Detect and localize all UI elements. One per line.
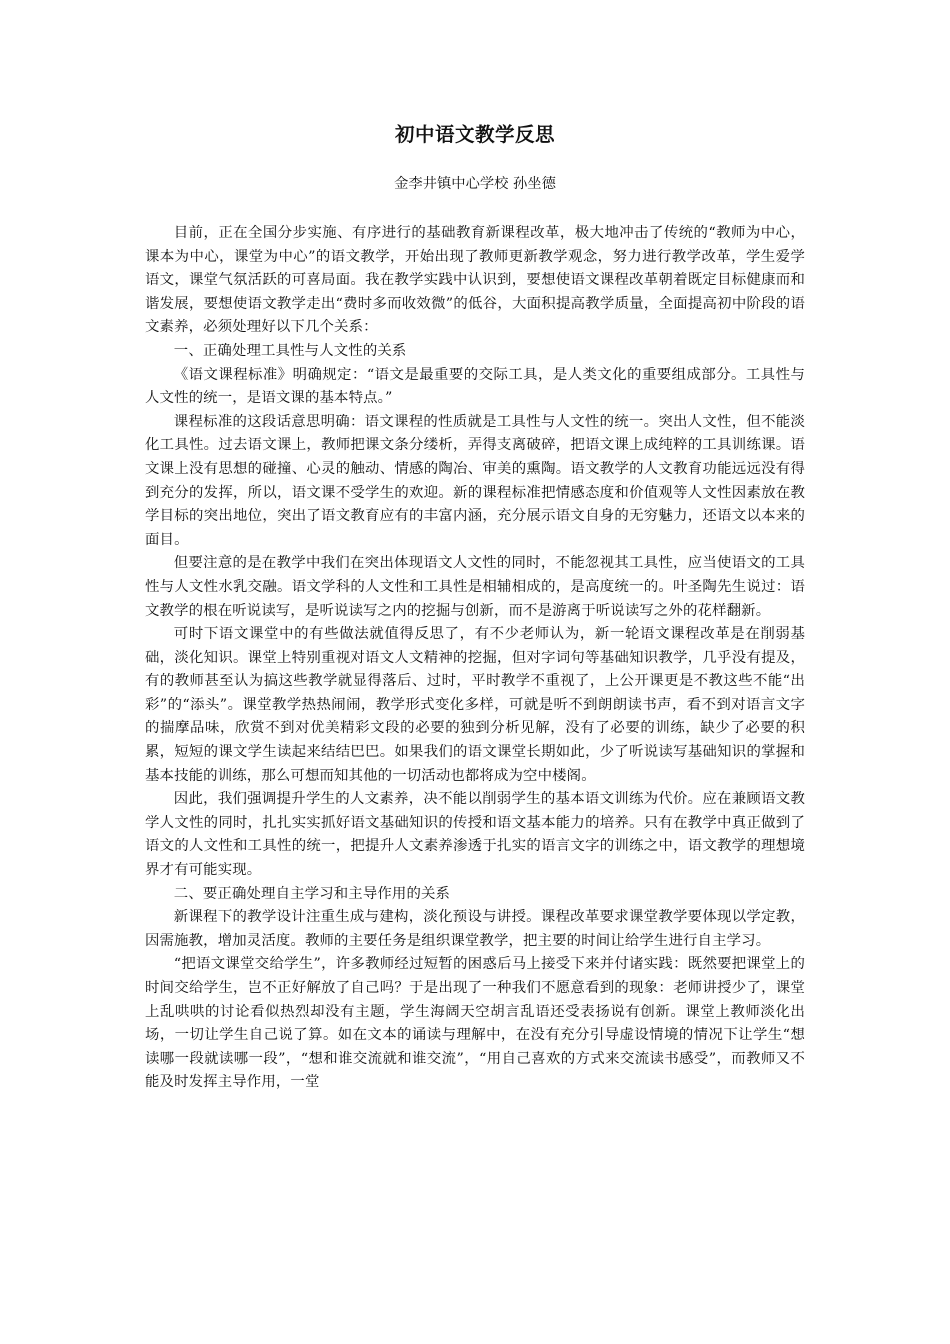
paragraph: 目前，正在全国分步实施、有序进行的基础教育新课程改革，极大地冲击了传统的“教师为中心，课本为中心，课堂为中心”的语文教学，开始出现了教师更新教学观念，努力进行教学改革，学生爱学语文，课堂气氛活跃的可喜局面。我在教学实践中认识到，要想使语文课程改革朝着既定目标健康而和谐发展，要想使语文教学走出“费时多而收效微”的低谷，大面积提高教学质量，全面提高初中阶段的语文素养，必须处理好以下几个关系：: [145, 225, 805, 336]
section-heading: 二、要正确处理自主学习和主导作用的关系: [173, 885, 451, 902]
paragraph: 《语文课程标准》明确规定：“语文是最重要的交际工具，是人类文化的重要组成部分。工具性与人文性的统一，是语文课的基本特点。”: [145, 366, 805, 407]
paragraph: 因此，我们强调提升学生的人文素养，决不能以削弱学生的基本语文训练为代价。应在兼顾语文教学人文性的同时，扎扎实实抓好语文基础知识的传授和语文基本能力的培养。只有在教学中真正做到了语文的人文性和工具性的统一，把提升人文素养渗透于扎实的语言文字的训练之中，语文教学的理想境界才有可能实现。: [145, 791, 805, 879]
paragraph: 但要注意的是在教学中我们在突出体现语文人文性的同时，不能忽视其工具性，应当使语文的工具性与人文性水乳交融。语文学科的人文性和工具性是相辅相成的，是高度统一的。叶圣陶先生说过：语文教学的根在听说读写，是听说读写之内的挖掘与创新，而不是游离于听说读写之外的花样翻新。: [145, 555, 805, 619]
document-author: 金李井镇中心学校 孙坐德: [394, 176, 556, 192]
paragraph: 课程标准的这段话意思明确：语文课程的性质就是工具性与人文性的统一。突出人文性，但不能淡化工具性。过去语文课上，教师把课文条分缕析，弄得支离破碎，把语文课上成纯粹的工具训练课。语文课上没有思想的碰撞、心灵的触动、情感的陶冶、审美的熏陶。语文教学的人文教育功能远远没有得到充分的发挥，所以，语文课不受学生的欢迎。新的课程标准把情感态度和价值观等人文性因素放在教学目标的突出地位，突出了语文教育应有的丰富内涵，充分展示语文自身的无穷魅力，还语文以本来的面目。: [145, 413, 805, 548]
section-heading: 一、正确处理工具性与人文性的关系: [173, 342, 407, 359]
paragraph: “把语文课堂交给学生”，许多教师经过短暂的困惑后马上接受下来并付诸实践：既然要把课堂上的时间交给学生，岂不正好解放了自己吗？于是出现了一种我们不愿意看到的现象：老师讲授少了，课堂上乱哄哄的讨论看似热烈却没有主题，学生海阔天空胡言乱语还受表扬说有创新。课堂上教师淡化出场，一切让学生自己说了算。如在文本的诵读与理解中，在没有充分引导虚设情境的情况下让学生“想读哪一段就读哪一段”，“想和谁交流就和谁交流”，“用自己喜欢的方式来交流读书感受”，而教师又不能及时发挥主导作用，一堂: [145, 956, 805, 1091]
document-body: [145, 222, 805, 1095]
paragraph: 新课程下的教学设计注重生成与建构，淡化预设与讲授。课程改革要求课堂教学要体现以学定教，因需施教，增加灵活度。教师的主要任务是组织课堂教学，把主要的时间让给学生进行自主学习。: [145, 909, 805, 949]
paragraph: 可时下语文课堂中的有些做法就值得反思了，有不少老师认为，新一轮语文课程改革是在削弱基础，淡化知识。课堂上特别重视对语文人文精神的挖掘，但对字词句等基础知识教学，几乎没有提及，有的教师甚至认为搞这些教学就显得落后、过时，平时教学不重视了，上公开课更是不教这些不能“出彩”的“添头”。课堂教学热热闹闹，教学形式变化多样，可就是听不到朗朗读书声，看不到对语言文字的揣摩品味，欣赏不到对优美精彩文段的必要的独到分析见解，没有了必要的训练，缺少了必要的积累，短短的课文学生读起来结结巴巴。如果我们的语文课堂长期如此，少了听说读写基础知识的掌握和基本技能的训练，那么可想而知其他的一切活动也都将成为空中楼阁。: [145, 626, 805, 784]
document-title: 初中语文教学反思: [394, 123, 555, 146]
document-page: [145, 118, 805, 1095]
